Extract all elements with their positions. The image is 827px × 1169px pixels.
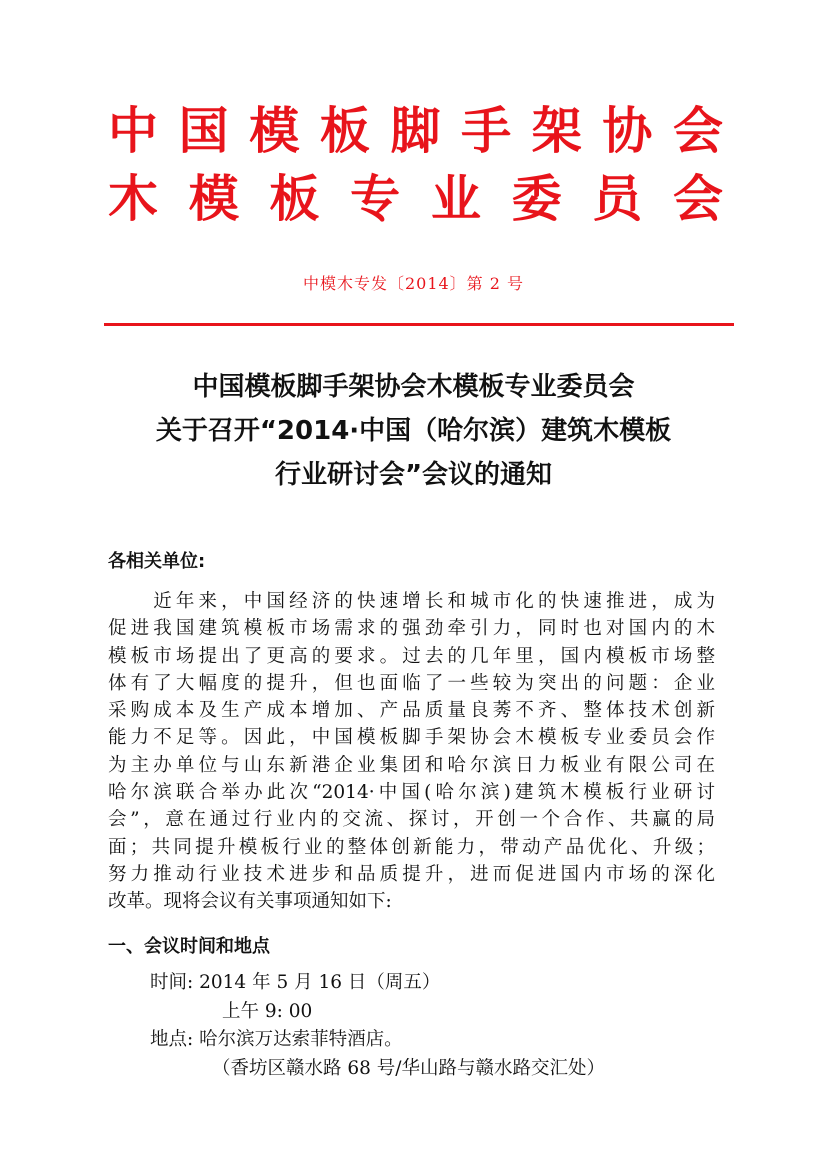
meeting-time: 时间: 2014 年 5 月 16 日（周五） [150,972,441,993]
document-number: 中模木专发〔2014〕第 2 号 [302,274,525,293]
section-heading-time-place: 一、会议时间和地点 [108,936,270,957]
meeting-details [150,969,605,1083]
body-paragraph [108,588,715,916]
document-title [80,365,747,497]
body-line: 采购成本及生产成本增加、产品质量良莠不齐、整体技术创新 [108,700,715,722]
salutation: 各相关单位: [108,551,206,572]
body-line: 改革。现将会议有关事项通知如下: [108,891,392,913]
body-line: 为主办单位与山东新港企业集团和哈尔滨日力板业有限公司在 [108,754,715,776]
org-name-line-2: 木 模 板 专 业 委 员 会 [108,170,723,228]
org-name-line-1: 中 国 模 板 脚 手 架 协 会 [108,102,723,160]
body-line: 努力推动行业技术进步和品质提升，进而促进国内市场的深化 [108,863,715,885]
body-line: 会”，意在通过行业内的交流、探讨，开创一个合作、共赢的局 [108,809,715,831]
title-line-3: 行业研讨会”会议的通知 [274,460,553,490]
body-line: 能力不足等。因此，中国模板脚手架协会木模板专业委员会作 [108,727,715,749]
title-line-2: 关于召开“2014·中国（哈尔滨）建筑木模板 [155,416,672,446]
meeting-address: （香坊区赣水路 68 号/华山路与赣水路交汇处） [212,1057,606,1079]
body-line: 体有了大幅度的提升，但也面临了一些较为突出的问题：企业 [108,672,715,694]
body-line: 模板市场提出了更高的要求。过去的几年里，国内模板市场整 [108,645,715,667]
meeting-place: 地点: 哈尔滨万达索菲特酒店。 [150,1029,403,1050]
body-line: 面；共同提升模板行业的整体创新能力，带动产品优化、升级； [108,836,715,858]
header-divider [104,323,734,326]
body-line: 近年来，中国经济的快速增长和城市化的快速推进，成为 [108,591,715,612]
body-line: 促进我国建筑模板市场需求的强劲牵引力，同时也对国内的木 [108,618,715,640]
meeting-time-hour: 上午 9: 00 [222,1000,313,1022]
body-line: 哈尔滨联合举办此次“2014·中国(哈尔滨)建筑木模板行业研讨 [108,782,715,804]
title-line-1: 中国模板脚手架协会木模板专业委员会 [192,372,635,402]
